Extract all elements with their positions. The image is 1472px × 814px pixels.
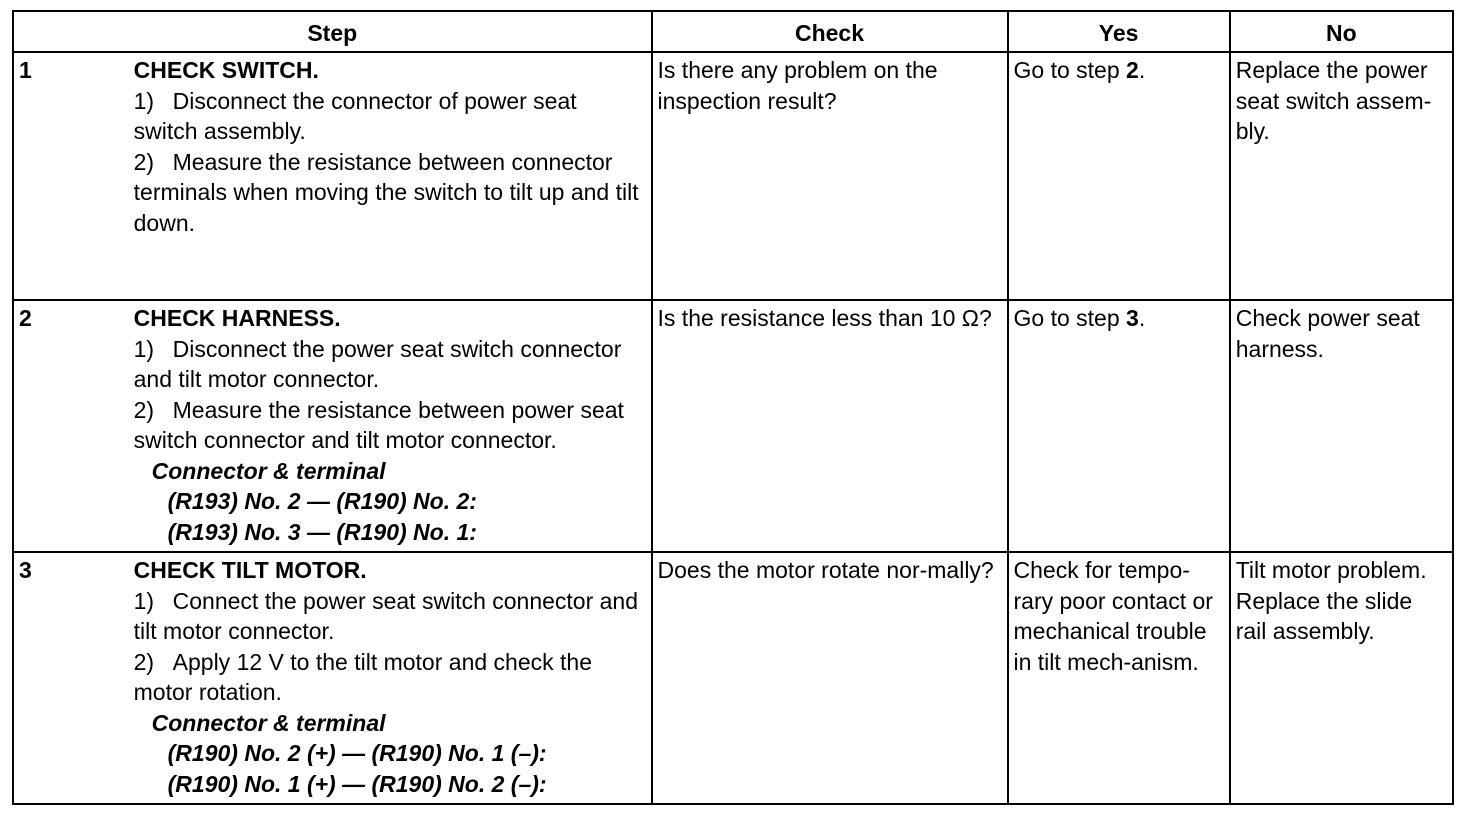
check-cell: Is the resistance less than 10 Ω? bbox=[652, 300, 1008, 552]
no-cell: Tilt motor problem. Replace the slide rail assembly. bbox=[1230, 552, 1453, 804]
connector-title: Connector & terminal bbox=[151, 709, 386, 736]
instruction bbox=[134, 86, 646, 147]
instruction bbox=[134, 586, 646, 647]
step-title: CHECK TILT MOTOR. bbox=[133, 557, 367, 583]
connector-terminal: (R190) No. 1 (+) — (R190) No. 2 (–): bbox=[167, 770, 547, 797]
instruction-number: 1) bbox=[133, 335, 155, 362]
check-cell: Does the motor rotate nor-mally? bbox=[652, 552, 1008, 804]
instruction-number: 2) bbox=[133, 648, 155, 675]
diagnostic-table bbox=[12, 10, 1454, 805]
check-cell: Is there any problem on the inspection result? bbox=[652, 52, 1008, 300]
yes-text: Go to step bbox=[1013, 305, 1127, 331]
instruction-number: 2) bbox=[133, 148, 155, 175]
yes-suffix: . bbox=[1138, 57, 1146, 83]
instruction-number: 1) bbox=[133, 87, 155, 114]
no-cell: Replace the power seat switch assem-bly. bbox=[1230, 52, 1453, 300]
header-step: Step bbox=[13, 11, 652, 52]
instruction-number: 1) bbox=[133, 587, 155, 614]
instruction bbox=[134, 647, 646, 708]
yes-cell bbox=[1008, 552, 1230, 804]
instruction-text: Measure the resistance between power seat switch connector and tilt motor connector. bbox=[133, 396, 624, 453]
step-title: CHECK SWITCH. bbox=[133, 57, 319, 83]
table-header bbox=[13, 11, 1453, 52]
instruction-number: 2) bbox=[133, 396, 155, 423]
connector-terminal: (R193) No. 2 — (R190) No. 2: bbox=[167, 488, 477, 514]
header-no: No bbox=[1230, 11, 1453, 52]
table-row bbox=[13, 552, 1453, 804]
yes-cell bbox=[1008, 52, 1230, 300]
connector-terminal: (R193) No. 3 — (R190) No. 1: bbox=[167, 518, 477, 545]
step-cell bbox=[129, 552, 652, 804]
connector-title: Connector & terminal bbox=[151, 457, 386, 484]
step-cell bbox=[129, 52, 652, 300]
instruction-text: Apply 12 V to the tilt motor and check the motor rotation. bbox=[133, 648, 592, 705]
yes-step-number: 3 bbox=[1126, 305, 1139, 331]
header-row bbox=[13, 11, 1453, 52]
table-row bbox=[13, 52, 1453, 300]
step-cell bbox=[129, 300, 652, 552]
yes-text: Check for tempo-rary poor contact or mechanical trouble in tilt mech-anism. bbox=[1013, 557, 1213, 675]
step-number: 1 bbox=[13, 52, 129, 300]
header-yes: Yes bbox=[1008, 11, 1230, 52]
instruction bbox=[134, 395, 646, 456]
instruction-text: Disconnect the connector of power seat switch assembly. bbox=[133, 87, 577, 144]
step-title: CHECK HARNESS. bbox=[133, 305, 341, 331]
header-check: Check bbox=[652, 11, 1008, 52]
instruction-text: Connect the power seat switch connector and tilt motor connector. bbox=[133, 587, 639, 644]
yes-step-number: 2 bbox=[1126, 57, 1139, 83]
connector-terminal: (R190) No. 2 (+) — (R190) No. 1 (–): bbox=[167, 740, 547, 766]
yes-cell bbox=[1008, 300, 1230, 552]
instruction bbox=[134, 334, 646, 395]
instruction-text: Measure the resistance between connector terminals when moving the switch to tilt up and tilt down. bbox=[133, 148, 639, 236]
no-cell: Check power seat harness. bbox=[1230, 300, 1453, 552]
yes-text: Go to step bbox=[1013, 57, 1127, 83]
instruction bbox=[134, 147, 646, 239]
instruction-text: Disconnect the power seat switch connector and tilt motor connector. bbox=[133, 335, 622, 392]
yes-suffix: . bbox=[1138, 305, 1146, 331]
step-number: 2 bbox=[13, 300, 129, 552]
step-number: 3 bbox=[13, 552, 129, 804]
table-row bbox=[13, 300, 1453, 552]
